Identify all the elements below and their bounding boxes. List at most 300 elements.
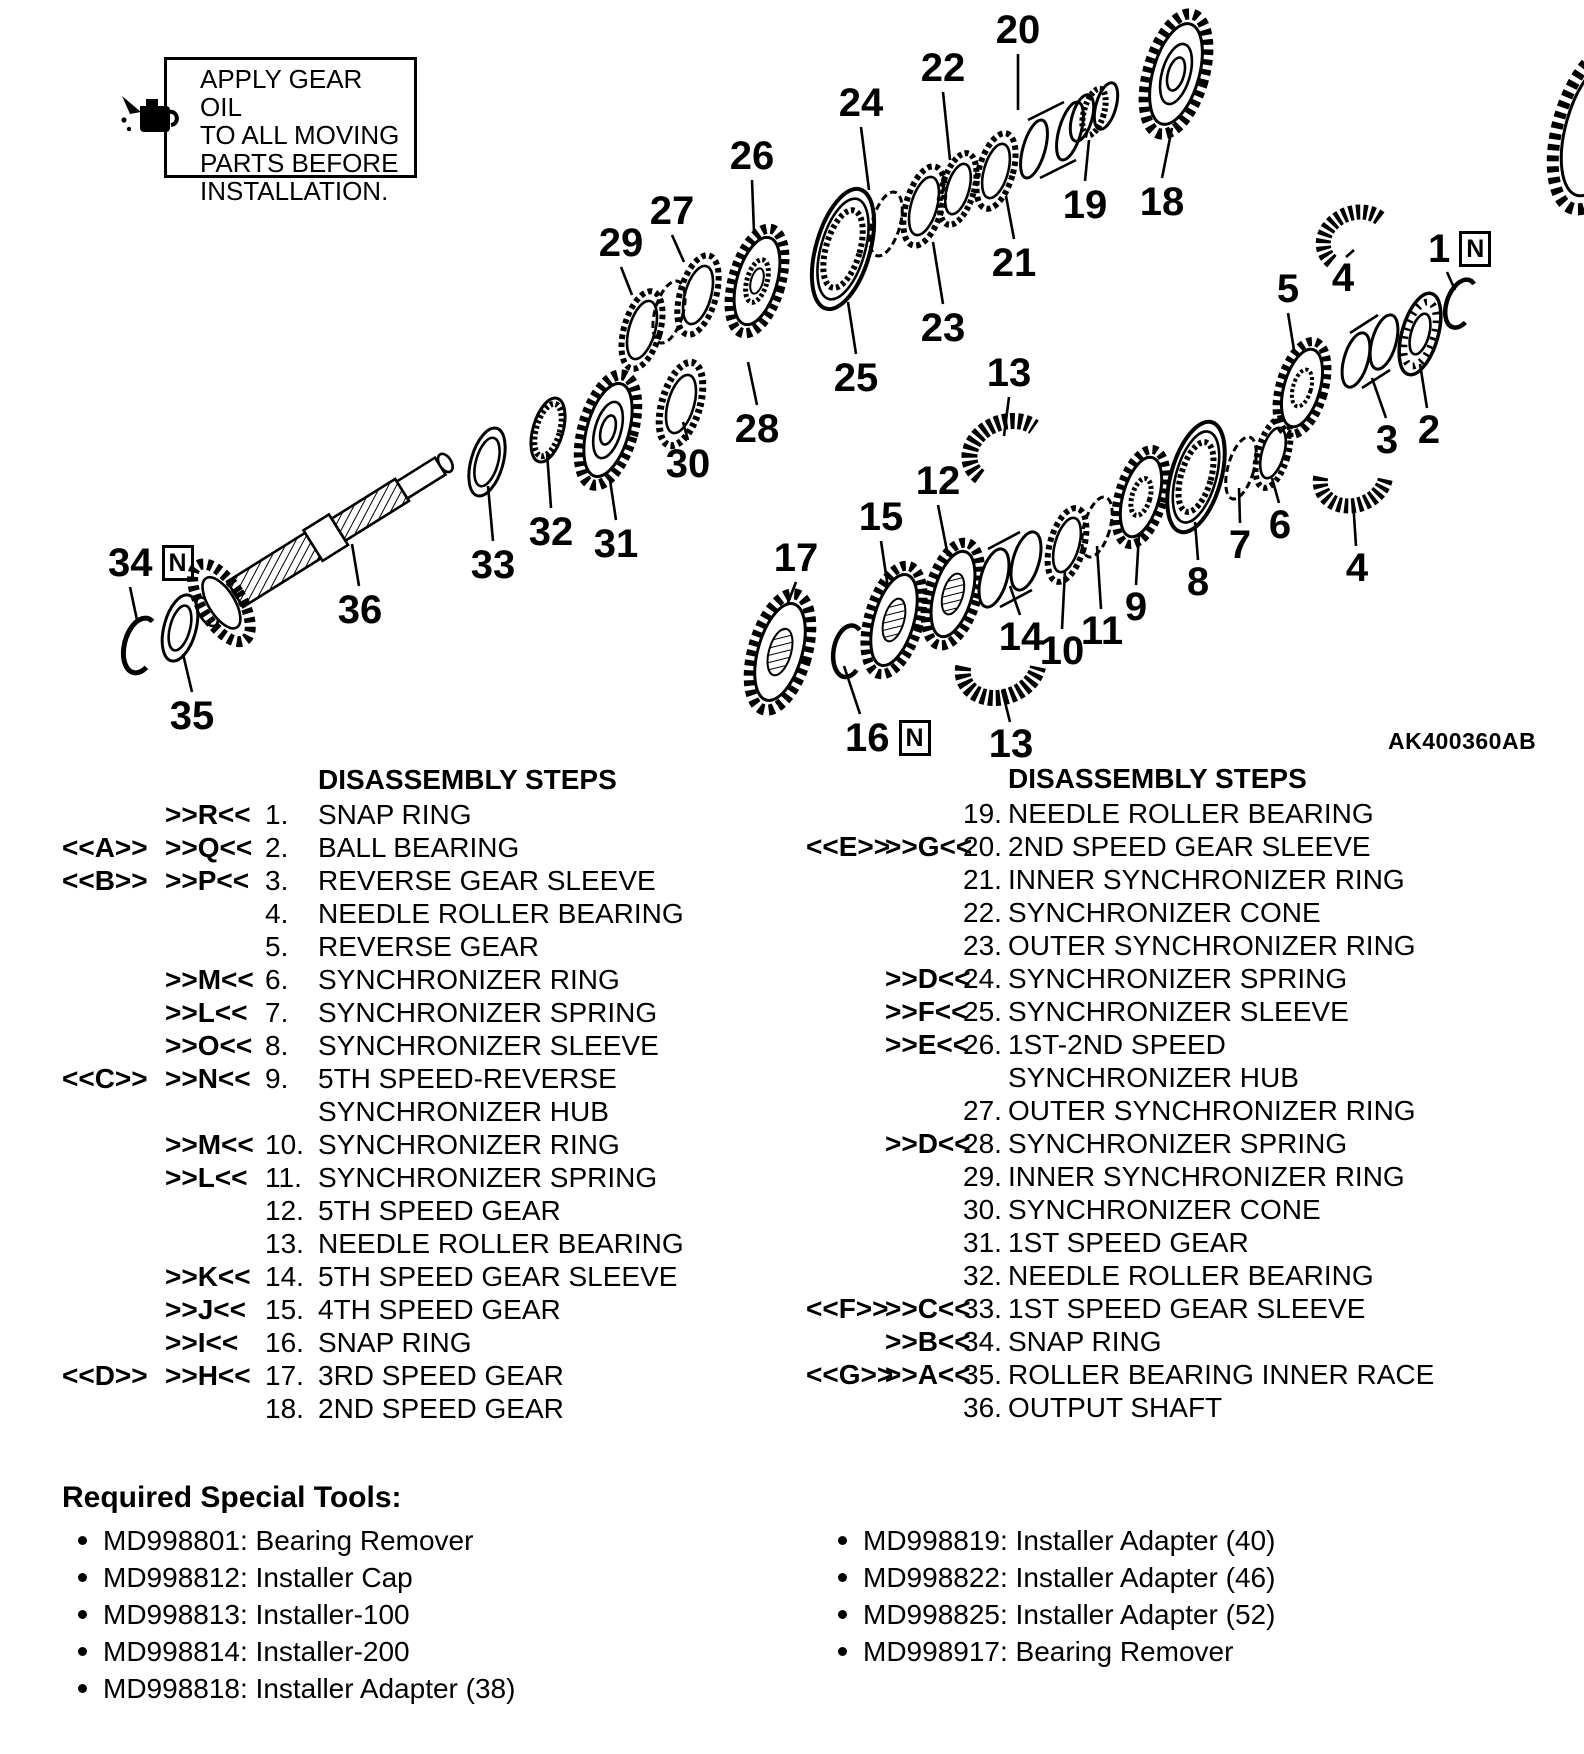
reassembly-marker [806, 1028, 885, 1094]
note-line: TO ALL MOVING [200, 120, 400, 150]
callout-13a [987, 353, 1032, 393]
part-1st-speed-gear-31 [568, 368, 647, 491]
callout-label: 15 [858, 495, 904, 539]
callout-27 [650, 191, 695, 231]
step-row [62, 996, 782, 1029]
step-marker [885, 929, 963, 962]
part-needle-bearing-4-lower [1317, 456, 1390, 515]
step-text-line: INNER SYNCHRONIZER RING [1008, 864, 1405, 895]
callout-label: 27 [649, 189, 695, 233]
callout-label: 16 [845, 716, 890, 760]
reassembly-marker [62, 1260, 165, 1293]
step-text-line: 1ST SPEED GEAR [1008, 1227, 1249, 1258]
step-text-line: NEEDLE ROLLER BEARING [318, 898, 684, 929]
part-synchro-sleeve-25 [800, 182, 886, 316]
step-text-line: SYNCHRONIZER SPRING [318, 1162, 658, 1193]
step-text-line: OUTPUT SHAFT [1008, 1392, 1223, 1423]
reassembly-marker [806, 1094, 885, 1127]
step-text [318, 1326, 782, 1359]
callout-label: 29 [598, 221, 644, 265]
callout-label: 26 [729, 134, 775, 178]
callout-18 [1140, 182, 1185, 222]
step-marker [885, 1193, 963, 1226]
callout-32 [529, 512, 574, 552]
step-text [1008, 1193, 1584, 1226]
step-text-line: INNER SYNCHRONIZER RING [1008, 1161, 1405, 1192]
step-row [806, 1193, 1584, 1226]
step-text [318, 1194, 782, 1227]
reassembly-marker: <<F>> [806, 1293, 889, 1324]
part-output-shaft [177, 422, 474, 653]
step-text [1008, 1160, 1584, 1193]
callout-label: 22 [920, 46, 966, 90]
reassembly-marker [62, 1161, 165, 1194]
step-number: 16. [265, 1327, 304, 1358]
callout-17 [774, 538, 819, 578]
caution-note [164, 57, 417, 206]
edge-gear [1536, 37, 1584, 219]
reassembly-marker [62, 1293, 165, 1326]
reassembly-marker [806, 962, 885, 995]
step-marker: >>O<< [165, 1030, 253, 1061]
step-text [1008, 896, 1584, 929]
callout-26 [730, 136, 775, 176]
step-text-line: 5TH SPEED-REVERSE [318, 1063, 617, 1094]
step-text-line: 5TH SPEED GEAR [318, 1195, 561, 1226]
step-number: 22. [963, 897, 1002, 928]
n-badge: N [162, 545, 194, 581]
callout-31 [594, 524, 639, 564]
step-number: 23. [963, 930, 1002, 961]
step-number: 33. [963, 1293, 1002, 1324]
reassembly-marker [806, 1259, 885, 1292]
step-text [1008, 929, 1584, 962]
callout-label: 9 [1124, 585, 1148, 629]
step-row [62, 1029, 782, 1062]
step-text [318, 1359, 782, 1392]
step-text [1008, 1358, 1584, 1391]
step-text [1008, 1226, 1584, 1259]
reassembly-marker [806, 863, 885, 896]
reassembly-marker [806, 995, 885, 1028]
reassembly-marker [806, 1160, 885, 1193]
step-text [1008, 1259, 1584, 1292]
reassembly-marker [62, 897, 165, 930]
tool-item: MD998813: Installer-100 [76, 1596, 515, 1633]
part-snap-ring-34 [118, 614, 159, 675]
callout-label: 13 [986, 351, 1032, 395]
n-badge: N [1459, 231, 1491, 267]
step-text-line: SYNCHRONIZER HUB [1008, 1062, 1299, 1093]
callout-5 [1277, 269, 1299, 309]
callout-label: 30 [665, 442, 711, 486]
part-synchro-cone-22 [932, 149, 983, 229]
callout-label: 35 [169, 694, 215, 738]
step-row [62, 1227, 782, 1260]
step-text [1008, 830, 1584, 863]
step-number: 36. [963, 1392, 1002, 1423]
step-marker: >>M<< [165, 1129, 254, 1160]
step-number: 7. [265, 997, 289, 1028]
callout-11 [1081, 611, 1123, 651]
step-text [1008, 1127, 1584, 1160]
part-reverse-gear-5 [1268, 336, 1337, 440]
tool-item: MD998822: Installer Adapter (46) [836, 1559, 1275, 1596]
reassembly-marker [62, 1029, 165, 1062]
step-text [318, 963, 782, 996]
step-marker [165, 1392, 265, 1425]
step-marker: >>J<< [165, 1294, 246, 1325]
step-text [1008, 1094, 1584, 1127]
step-row [806, 1292, 1584, 1325]
step-number: 19. [963, 798, 1002, 829]
step-number: 25. [963, 996, 1002, 1027]
callout-label: 24 [838, 81, 884, 125]
callout-label: 2 [1417, 408, 1441, 452]
callout-label: 5 [1276, 267, 1300, 311]
callout-23 [921, 308, 966, 348]
step-row [62, 1293, 782, 1326]
step-number: 24. [963, 963, 1002, 994]
step-text-line: SYNCHRONIZER RING [318, 1129, 620, 1160]
step-text-line: SYNCHRONIZER SPRING [318, 997, 658, 1028]
step-text-line: 2ND SPEED GEAR [318, 1393, 564, 1424]
reassembly-marker: <<E>> [806, 831, 891, 862]
step-number: 21. [963, 864, 1002, 895]
part-synchro-cone-30 [651, 357, 711, 450]
step-row [806, 1094, 1584, 1127]
step-text [1008, 1325, 1584, 1358]
step-text [318, 798, 782, 831]
callout-label: 4 [1345, 546, 1369, 590]
callout-35 [170, 696, 215, 736]
disassembly-steps-left [62, 763, 782, 1425]
part-bearing-race-35 [156, 591, 205, 665]
reassembly-marker [62, 1326, 165, 1359]
step-text [1008, 1028, 1584, 1094]
part-gear-sleeve-14 [973, 529, 1047, 611]
callout-label: 23 [920, 306, 966, 350]
callout-label: 3 [1375, 418, 1399, 462]
step-text [318, 1161, 782, 1194]
step-marker: >>E<< [885, 1029, 970, 1060]
step-number: 18. [265, 1393, 304, 1424]
step-marker: >>M<< [165, 964, 254, 995]
step-row [62, 1260, 782, 1293]
step-marker [165, 1227, 265, 1260]
step-marker: >>L<< [165, 997, 248, 1028]
tool-item: MD998819: Installer Adapter (40) [836, 1522, 1275, 1559]
callout-14 [999, 617, 1044, 657]
callout-15 [859, 497, 904, 537]
step-text [1008, 797, 1584, 830]
step-marker: >>Q<< [165, 832, 253, 863]
part-needle-bearing-13-upper [961, 412, 1044, 478]
step-text [318, 996, 782, 1029]
callout-28 [735, 409, 780, 449]
step-row [62, 831, 782, 864]
step-row [806, 1127, 1584, 1160]
callout-21 [992, 243, 1037, 283]
note-line: PARTS BEFORE [200, 148, 399, 178]
step-row [62, 930, 782, 963]
step-text-line: SNAP RING [318, 799, 472, 830]
tool-item: MD998801: Bearing Remover [76, 1522, 515, 1559]
step-text [318, 1260, 782, 1293]
step-text [318, 831, 782, 864]
step-number: 32. [963, 1260, 1002, 1291]
step-text [318, 897, 782, 930]
reassembly-marker [62, 1392, 165, 1425]
callout-label: 17 [773, 536, 819, 580]
reassembly-marker: <<D>> [62, 1360, 148, 1391]
callout-20 [996, 10, 1041, 50]
callout-1 [1428, 229, 1491, 269]
step-marker: >>P<< [165, 865, 250, 896]
part-synchro-hub-26 [719, 222, 795, 339]
step-text-line: SYNCHRONIZER SPRING [1008, 963, 1348, 994]
callout-label: 34 [108, 541, 153, 585]
step-text [318, 1227, 782, 1260]
callout-label: 10 [1039, 629, 1085, 673]
step-text-line: 5TH SPEED GEAR SLEEVE [318, 1261, 678, 1292]
part-outer-ring-27 [669, 251, 726, 340]
reassembly-marker [62, 930, 165, 963]
callout-33 [471, 545, 516, 585]
step-number: 6. [265, 964, 289, 995]
reassembly-marker [806, 896, 885, 929]
step-row [806, 1028, 1584, 1094]
step-marker [885, 863, 963, 896]
step-row [62, 1392, 782, 1425]
list-title: DISASSEMBLY STEPS [1008, 763, 1307, 794]
step-number: 3. [265, 865, 289, 896]
step-text [318, 1293, 782, 1326]
step-text [318, 930, 782, 963]
step-text [318, 1392, 782, 1425]
callout-22 [921, 48, 966, 88]
step-row [806, 962, 1584, 995]
step-text-line: NEEDLE ROLLER BEARING [318, 1228, 684, 1259]
callout-label: 20 [995, 8, 1041, 52]
step-marker: >>R<< [165, 799, 251, 830]
step-marker [165, 1194, 265, 1227]
step-row [806, 896, 1584, 929]
step-marker [885, 1391, 963, 1424]
step-number: 8. [265, 1030, 289, 1061]
reassembly-marker: <<A>> [62, 832, 148, 863]
reassembly-marker [806, 1127, 885, 1160]
step-text-line: 4TH SPEED GEAR [318, 1294, 561, 1325]
step-marker: >>G<< [885, 831, 973, 862]
list-title: DISASSEMBLY STEPS [318, 764, 617, 795]
reassembly-marker: <<C>> [62, 1063, 148, 1094]
step-number: 17. [265, 1360, 304, 1391]
step-marker [885, 797, 963, 830]
step-row [62, 1359, 782, 1392]
step-row [62, 1161, 782, 1194]
step-text-line: SNAP RING [1008, 1326, 1162, 1357]
step-marker: >>C<< [885, 1293, 971, 1324]
tools-title: Required Special Tools: [62, 1481, 402, 1514]
reassembly-marker [62, 798, 165, 831]
step-text-line: NEEDLE ROLLER BEARING [1008, 1260, 1374, 1291]
callout-6 [1269, 505, 1291, 545]
exploded-diagram [0, 0, 1584, 770]
step-number: 30. [963, 1194, 1002, 1225]
step-row [806, 1391, 1584, 1424]
part-needle-bearing-4-upper [1315, 204, 1388, 263]
step-text-line: SYNCHRONIZER SLEEVE [318, 1030, 659, 1061]
callout-label: 7 [1228, 523, 1252, 567]
step-row [62, 1326, 782, 1359]
callout-4a [1332, 258, 1354, 298]
part-needle-bearing-32 [524, 394, 571, 466]
callout-4b [1346, 548, 1368, 588]
note-line: APPLY GEAR OIL [200, 64, 363, 122]
step-text-line: SYNCHRONIZER HUB [318, 1096, 609, 1127]
tools-list-right [836, 1522, 1275, 1670]
step-text-line: ROLLER BEARING INNER RACE [1008, 1359, 1435, 1390]
step-row [806, 995, 1584, 1028]
step-number: 12. [265, 1195, 304, 1226]
step-marker: >>D<< [885, 963, 971, 994]
step-row [806, 929, 1584, 962]
note-line: INSTALLATION. [200, 176, 389, 206]
callout-25 [834, 358, 879, 398]
step-marker [165, 897, 265, 930]
step-text [1008, 863, 1584, 896]
step-row [806, 830, 1584, 863]
step-marker [885, 1226, 963, 1259]
step-text [1008, 995, 1584, 1028]
callout-label: 6 [1268, 503, 1292, 547]
reassembly-marker [806, 1391, 885, 1424]
part-synchro-sleeve-8 [1156, 415, 1235, 538]
callout-30 [666, 444, 711, 484]
callout-2 [1418, 410, 1440, 450]
tool-item: MD998814: Installer-200 [76, 1633, 515, 1670]
reassembly-marker [62, 1128, 165, 1161]
step-marker [885, 896, 963, 929]
step-row [62, 1128, 782, 1161]
step-text [318, 1029, 782, 1062]
callout-19 [1063, 185, 1108, 225]
step-text [1008, 1292, 1584, 1325]
callout-label: 14 [998, 615, 1044, 659]
reassembly-marker [62, 963, 165, 996]
step-number: 9. [265, 1063, 289, 1094]
callout-36 [338, 590, 383, 630]
step-row [806, 797, 1584, 830]
step-text [318, 864, 782, 897]
callout-label: 25 [833, 356, 879, 400]
step-marker: >>F<< [885, 996, 968, 1027]
callout-34 [108, 543, 194, 583]
callout-12 [916, 461, 961, 501]
callout-24 [839, 83, 884, 123]
step-number: 14. [265, 1261, 304, 1292]
step-text [1008, 1391, 1584, 1424]
step-number: 35. [963, 1359, 1002, 1390]
step-number: 2. [265, 832, 289, 863]
step-number: 31. [963, 1227, 1002, 1258]
step-row [62, 1062, 782, 1128]
step-marker [165, 930, 265, 963]
step-text-line: SYNCHRONIZER SPRING [1008, 1128, 1348, 1159]
callout-label: 32 [528, 510, 574, 554]
step-text-line: 1ST-2ND SPEED [1008, 1029, 1226, 1060]
callout-label: 13 [988, 722, 1034, 766]
part-2nd-speed-gear-18 [1132, 7, 1220, 142]
step-number: 34. [963, 1326, 1002, 1357]
step-text-line: SYNCHRONIZER CONE [1008, 897, 1321, 928]
step-marker: >>K<< [165, 1261, 251, 1292]
part-snap-ring-1 [1439, 275, 1479, 330]
step-text-line: OUTER SYNCHRONIZER RING [1008, 930, 1416, 961]
oil-can-icon [116, 88, 182, 142]
step-text-line: REVERSE GEAR [318, 931, 539, 962]
step-number: 10. [265, 1129, 304, 1160]
step-marker: >>N<< [165, 1063, 251, 1094]
step-row [806, 863, 1584, 896]
step-text-line: 3RD SPEED GEAR [318, 1360, 564, 1391]
step-row [62, 798, 782, 831]
callout-16 [845, 718, 931, 758]
step-text-line: 2ND SPEED GEAR SLEEVE [1008, 831, 1371, 862]
step-text-line: NEEDLE ROLLER BEARING [1008, 798, 1374, 829]
reassembly-marker: <<B>> [62, 865, 148, 896]
figure-code: AK400360AB [1388, 728, 1537, 754]
reassembly-marker [806, 797, 885, 830]
reassembly-marker [806, 1226, 885, 1259]
reassembly-marker [62, 996, 165, 1029]
callout-29 [599, 223, 644, 263]
step-text-line: REVERSE GEAR SLEEVE [318, 865, 656, 896]
step-number: 11. [265, 1162, 302, 1193]
step-number: 5. [265, 931, 289, 962]
callout-label: 33 [470, 543, 516, 587]
tool-item: MD998812: Installer Cap [76, 1559, 515, 1596]
step-marker: >>I<< [165, 1327, 239, 1358]
part-inner-ring-29 [614, 287, 671, 374]
step-marker: >>D<< [885, 1128, 971, 1159]
callout-label: 4 [1331, 256, 1355, 300]
step-text-line: 1ST SPEED GEAR SLEEVE [1008, 1293, 1366, 1324]
step-number: 13. [265, 1228, 304, 1259]
step-number: 29. [963, 1161, 1002, 1192]
reassembly-marker: <<G>> [806, 1359, 894, 1390]
step-marker [885, 1160, 963, 1193]
step-text-line: SYNCHRONIZER RING [318, 964, 620, 995]
step-text-line: SYNCHRONIZER CONE [1008, 1194, 1321, 1225]
callout-13b [989, 724, 1034, 764]
callout-label: 28 [734, 407, 780, 451]
step-text-line: SYNCHRONIZER SLEEVE [1008, 996, 1349, 1027]
callout-7 [1229, 525, 1251, 565]
reassembly-marker [806, 1325, 885, 1358]
step-row [806, 1226, 1584, 1259]
disassembly-steps-right [806, 762, 1584, 1424]
callout-label: 12 [915, 459, 961, 503]
step-marker: >>H<< [165, 1360, 251, 1391]
n-badge: N [899, 720, 931, 756]
step-text [318, 1128, 782, 1161]
step-number: 27. [963, 1095, 1002, 1126]
step-marker: >>B<< [885, 1326, 971, 1357]
callout-label: 21 [991, 241, 1037, 285]
step-text [1008, 962, 1584, 995]
